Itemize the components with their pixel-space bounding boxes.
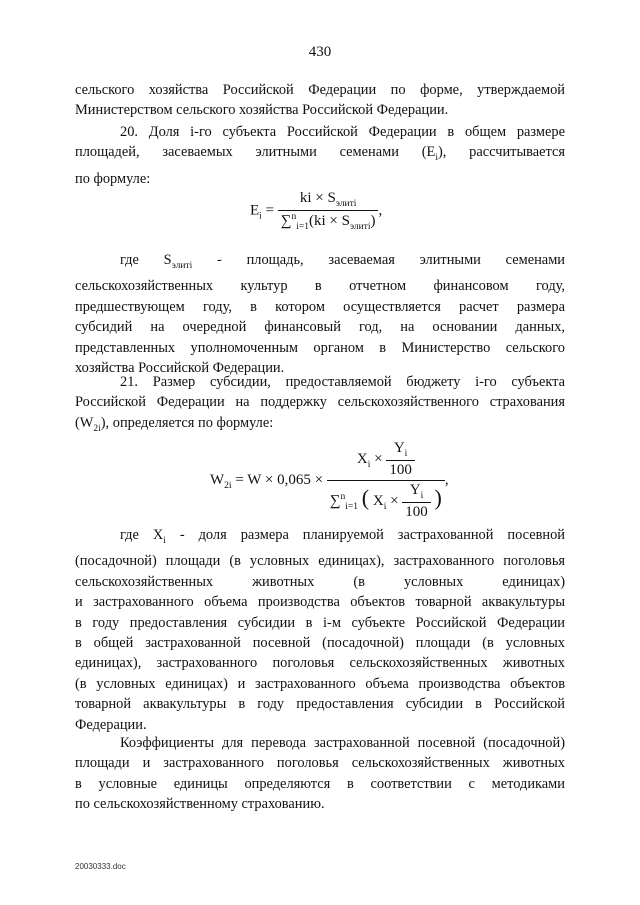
fraction-y: $\frac{Y_i}{100}$ bbox=[402, 482, 431, 521]
formula-e-i: $E_i$ = $\frac{ki \times S_{элитi}}{\sum^n_{i=1}(ki \times S_{элитi})}$ , bbox=[250, 190, 383, 232]
text-line: (в условных единицах) и застрахованного объема производства объектов bbox=[75, 675, 565, 692]
footer-filename: 20030333.doc bbox=[75, 862, 126, 871]
text-line: по формуле: bbox=[75, 170, 151, 187]
text-line: где $X_i$ - доля размера планируемой застрахованной посевной bbox=[120, 527, 566, 546]
text-line: представленных уполномоченным органом в Министерство сельского bbox=[75, 339, 565, 356]
text-line: Федерации. bbox=[75, 716, 147, 733]
fraction: $\frac{ki \times S_{элитi}}{\sum^n_{i=1}(ki \times S_{элитi})}$ bbox=[278, 190, 379, 232]
fraction-y: $\frac{Y_i}{100}$ bbox=[386, 440, 415, 479]
text-line: в общей застрахованной посевной (посадочной) площади (в условных bbox=[75, 634, 565, 651]
text-line: предшествующем году, в котором осуществляется расчет размера bbox=[75, 298, 565, 315]
paragraph-where-2 bbox=[75, 525, 565, 735]
text-line: единицах), застрахованного поголовья сельскохозяйственных животных bbox=[75, 655, 565, 672]
text-line: 21. Размер субсидии, предоставляемой бюджету i-го субъекта bbox=[120, 374, 565, 390]
text-line: сельскохозяйственных культур в отчетном финансовом году, bbox=[75, 278, 565, 295]
paragraph-where-1 bbox=[75, 250, 565, 378]
text-line: по сельскохозяйственному страхованию. bbox=[75, 796, 325, 813]
text-line: 20. Доля i-го субъекта Российской Федерации в общем размере bbox=[120, 124, 565, 140]
text-line: субсидий на очередной финансовый год, на основании данных, bbox=[75, 319, 565, 336]
fraction: $X_i$ × $\frac{Y_i}{100}$ ∑$^n_{i=1}$ ( $X_i$ × $\frac{Y_i}{100}$ ) bbox=[327, 440, 445, 521]
page-number: 430 bbox=[308, 44, 332, 60]
text-line: сельского хозяйства Российской Федерации по форме, утверждаемой bbox=[75, 82, 565, 98]
text-line: Коэффициенты для перевода застрахованной посевной (посадочной) bbox=[120, 735, 565, 751]
text-line: товарной аквакультуры в году предоставления субсидии в Российской bbox=[75, 696, 565, 713]
text-line: площадей, засеваемых элитными семенами $(E_i)$, рассчитывается bbox=[75, 144, 565, 164]
text-line: где $S_{элитi}$ - площадь, засеваемая элитными семенами bbox=[120, 252, 565, 271]
text-line: площади и застрахованного поголовья сельскохозяйственных животных bbox=[75, 755, 565, 772]
text-line: хозяйства Российской Федерации. bbox=[75, 359, 285, 376]
paragraph-21 bbox=[75, 372, 565, 439]
text-line: в году предоставления субсидии в i-м субъекте Российской Федерации bbox=[75, 614, 565, 631]
text-line: (посадочной) площади (в условных единицах), застрахованного поголовья bbox=[75, 553, 565, 570]
paragraph-continuation bbox=[75, 80, 565, 121]
paragraph-coefficients bbox=[75, 733, 565, 815]
formula-w-2i: $W_{2i} = W \times 0,065$ × $X_i$ × $\frac{Y_i}{100}$ ∑$^n_{i=1}$ ( $X_i$ × $\frac{Y_i}{100}$ ) , bbox=[210, 440, 449, 520]
text-line: $(W_{2i})$, определяется по формуле: bbox=[75, 414, 274, 434]
text-line: сельскохозяйственных животных (в условных единицах) bbox=[75, 573, 565, 590]
paragraph-20 bbox=[75, 122, 565, 189]
text-line: Российской Федерации на поддержку сельскохозяйственного страхования bbox=[75, 394, 565, 411]
text-line: и застрахованного объема производства объектов товарной аквакультуры bbox=[75, 594, 565, 611]
text-line: в условные единицы определяются в соответствии с методиками bbox=[75, 775, 565, 792]
text-line: Министерством сельского хозяйства Российской Федерации. bbox=[75, 102, 449, 119]
